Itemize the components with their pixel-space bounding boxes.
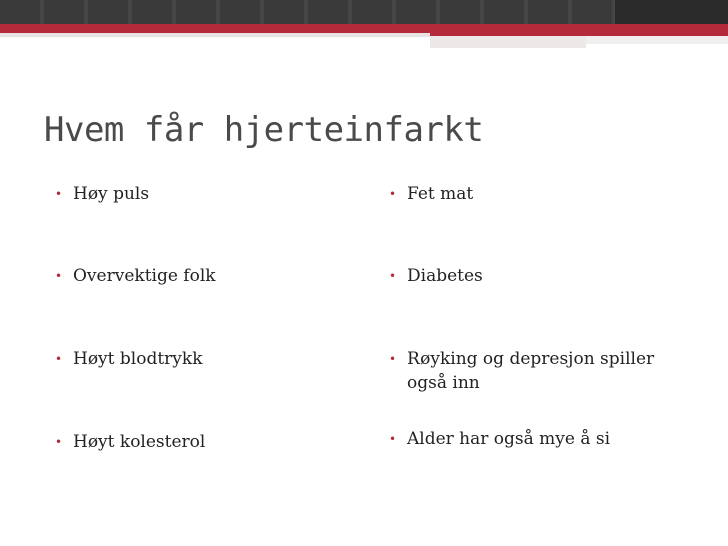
bullet-icon: •	[389, 432, 397, 446]
list-item-text: Høy puls	[73, 184, 150, 204]
header-band-dark-right	[615, 0, 728, 24]
list-item-text: Overvektige folk	[73, 266, 216, 286]
list-item-text: Diabetes	[407, 266, 483, 286]
header-band-light-step	[430, 36, 586, 48]
bullet-icon: •	[55, 187, 63, 201]
list-item-text: Røyking og depresjon spiller også inn	[407, 349, 655, 393]
list-item-text: Høyt blodtrykk	[73, 349, 203, 369]
list-item	[389, 182, 677, 206]
header-band-light-right	[586, 36, 728, 44]
bullet-icon: •	[389, 187, 397, 201]
list-item	[389, 347, 677, 395]
bullet-icon: •	[55, 435, 63, 449]
list-item-text: Fet mat	[407, 184, 474, 204]
list-item	[389, 264, 677, 288]
bullet-icon: •	[389, 269, 397, 283]
slide-title: Hvem får hjerteinfarkt	[44, 110, 484, 150]
list-item	[55, 264, 216, 288]
list-item	[55, 430, 205, 454]
header-band-light	[0, 33, 430, 37]
bullet-icon: •	[55, 352, 63, 366]
list-item-text: Høyt kolesterol	[73, 432, 206, 452]
list-item	[55, 347, 203, 371]
list-item-text: Alder har også mye å si	[407, 429, 611, 449]
bullet-icon: •	[389, 352, 397, 366]
list-item	[55, 182, 149, 206]
bullet-icon: •	[55, 269, 63, 283]
list-item	[389, 427, 677, 451]
